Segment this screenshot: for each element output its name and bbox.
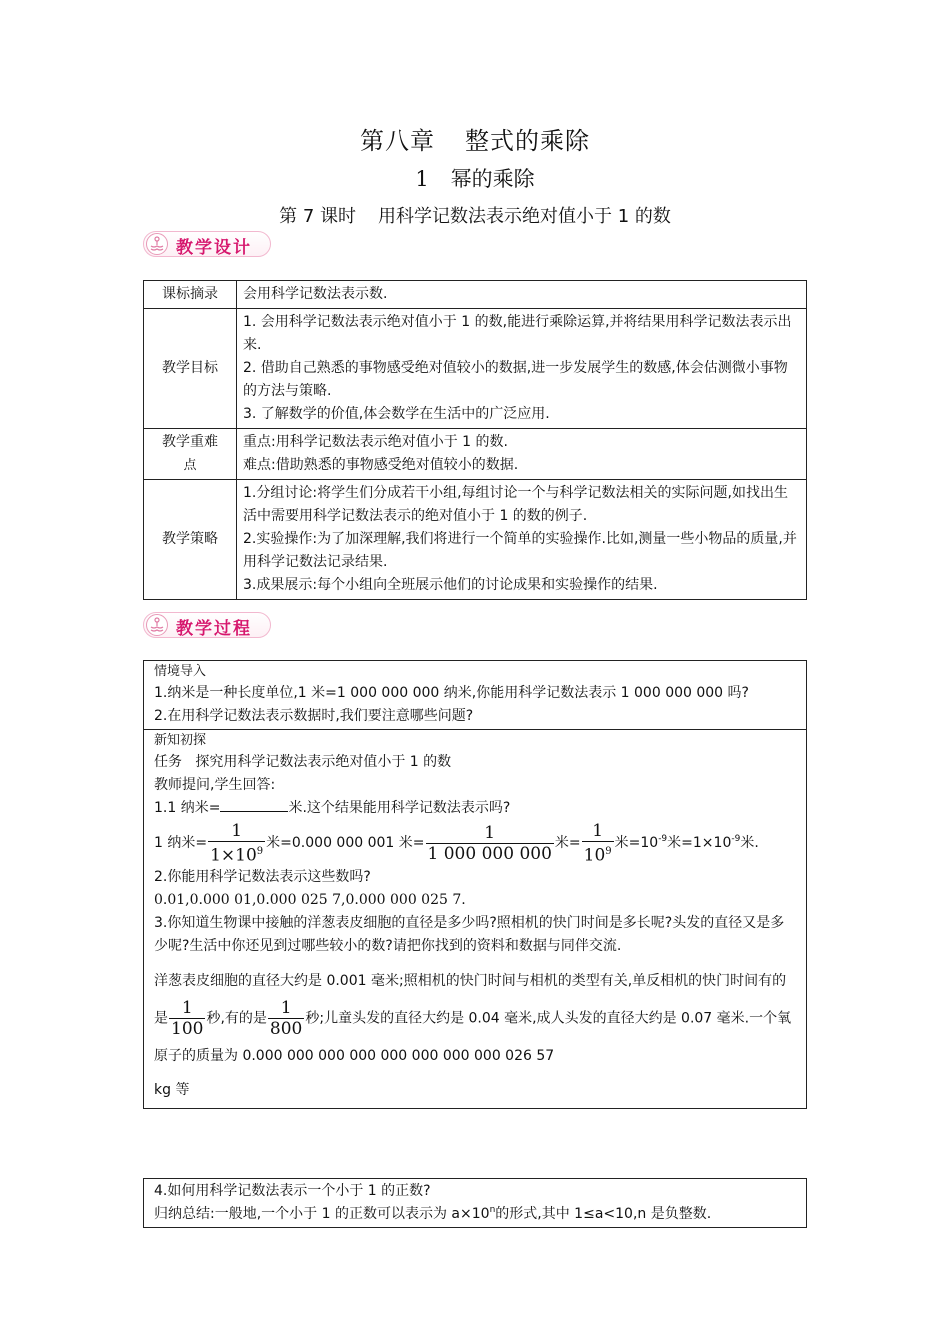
exponent: 9: [605, 845, 612, 857]
conclusion-text: 的形式,其中 1≤a<10,n 是负整数.: [495, 1206, 712, 1222]
teaching-design-table: [143, 280, 807, 600]
content-line: 3. 了解数学的价值,体会数学在生活中的广泛应用.: [243, 406, 550, 422]
exponent: -9: [658, 834, 668, 844]
equation-text: 米=10: [614, 835, 659, 851]
denominator-base: 10: [583, 845, 606, 866]
intro-question-1: 1.纳米是一种长度单位,1 米=1 000 000 000 纳米,你能用科学记数法表示 1 000 000 000 吗?: [154, 685, 749, 701]
teaching-process-box: [143, 660, 807, 1109]
exponent: 9: [256, 845, 264, 857]
badge-label: 教学过程: [176, 619, 252, 639]
fraction: [582, 821, 614, 866]
content-line: 难点:借助熟悉的事物感受绝对值较小的数据.: [243, 457, 519, 473]
answer-text: 秒,有的是: [206, 1010, 267, 1027]
row-content: [237, 309, 807, 429]
explore-section: [144, 730, 806, 1108]
task-label: 任务: [154, 754, 182, 770]
summary-section: [144, 1179, 806, 1227]
denominator: 800: [269, 1019, 303, 1039]
chapter-name: 整式的乘除: [465, 127, 590, 155]
teacher-prompt: 教师提问,学生回答:: [154, 777, 276, 793]
denominator: 1 000 000 000: [427, 843, 552, 864]
equation-text: 1 纳米=: [154, 835, 208, 851]
equation-text: 米.: [740, 835, 759, 851]
decimal-values: 0.01,0.000 01,0.000 025 7,0.000 000 025 7.: [154, 892, 466, 908]
equation-text: 米=: [554, 835, 581, 851]
lesson-name: 用科学记数法表示绝对值小于 1 的数: [378, 206, 671, 227]
fraction: [268, 998, 304, 1039]
denominator: [208, 841, 265, 866]
content-line: 3.成果展示:每个小组向全班展示他们的讨论成果和实验操作的结果.: [243, 577, 658, 593]
task-line: [154, 751, 796, 774]
row-label: 教学目标: [144, 309, 237, 429]
summary-conclusion: [154, 1203, 796, 1226]
explore-question-3: 3.你知道生物课中接触的洋葱表皮细胞的直径是多少吗?照相机的快门时间是多长呢?头发的直径又是多少呢?生活中你还见到过哪些较小的数?请把你找到的资料和数据与同伴交流.: [154, 915, 785, 954]
answer-text: kg 等: [154, 1082, 190, 1098]
exponent: n: [489, 1205, 496, 1215]
summary-box: [143, 1178, 807, 1228]
row-label-line2: 点: [183, 458, 197, 473]
intro-question-2: 2.在用科学记数法表示数据时,我们要注意哪些问题?: [154, 708, 474, 724]
exponent: -9: [731, 834, 741, 844]
answer-text: 洋葱表皮细胞的直径大约是 0.001 毫米;照相机的快门时间与相机的类型有关,单反相机的快门时间有的是: [154, 973, 787, 1027]
numerator: 1: [231, 820, 243, 841]
lesson-title: [0, 202, 950, 228]
answer-paragraph: [154, 964, 796, 1107]
anchor-wave-icon: [146, 614, 168, 636]
answer-blank: [220, 797, 288, 812]
table-row: [144, 281, 807, 309]
conclusion-text: 归纳总结:一般地,一个小于 1 的正数可以表示为 a×10: [154, 1206, 490, 1222]
answer-text: 秒;儿童头发的直径大约是 0.04 毫米,成人头发的直径大约是 0.07 毫米.一个氧原子的质量为 0.000 000 000 000 000 000 000 000 026 57: [154, 1010, 792, 1064]
row-label: 教学策略: [144, 480, 237, 600]
fraction: [208, 821, 265, 866]
equation-text: 米=1×10: [667, 835, 732, 851]
row-label: 课标摘录: [144, 281, 237, 309]
numerator: 1: [484, 822, 496, 843]
content-line: 会用科学记数法表示数.: [243, 286, 388, 302]
content-line: 1.分组讨论:将学生们分成若干小组,每组讨论一个与科学记数法相关的实际问题,如找出生活中需要用科学记数法表示的绝对值小于 1 的数的例子.: [243, 485, 788, 524]
numerator: 1: [280, 998, 292, 1018]
table-row: [144, 429, 807, 480]
section-title: [0, 163, 950, 193]
section-name: 幂的乘除: [450, 167, 535, 191]
content-line: 重点:用科学记数法表示绝对值小于 1 的数.: [243, 434, 508, 450]
task-text: 探究用科学记数法表示绝对值小于 1 的数: [195, 754, 452, 770]
denominator: 100: [171, 1019, 204, 1039]
row-content: [237, 281, 807, 309]
question-text: 米.这个结果能用科学记数法表示吗?: [288, 800, 511, 816]
explore-question-2: 2.你能用科学记数法表示这些数吗?: [154, 869, 371, 885]
badge-label: 教学设计: [176, 238, 252, 258]
row-content: [237, 429, 807, 480]
anchor-wave-icon: [146, 233, 168, 255]
teaching-design-badge: [143, 231, 271, 257]
numerator: 1: [592, 820, 604, 841]
fraction: [426, 823, 554, 864]
content-line: 2.实验操作:为了加深理解,我们将进行一个简单的实验操作.比如,测量一些小物品的质量,并用科学记数法记录结果.: [243, 531, 797, 570]
summary-question: 4.如何用科学记数法表示一个小于 1 的正数?: [154, 1183, 431, 1199]
lesson-number: 第 7 课时: [279, 206, 356, 227]
row-label-line1: 教学重难: [162, 434, 218, 450]
question-text: 1.1 纳米=: [154, 800, 221, 816]
equation-text: 米=0.000 000 001 米=: [266, 835, 425, 851]
denominator-base: 1×10: [210, 845, 257, 866]
row-content: [237, 480, 807, 600]
content-line: 1. 会用科学记数法表示绝对值小于 1 的数,能进行乘除运算,并将结果用科学记数法表示出来.: [243, 314, 792, 353]
section-number: 1: [415, 167, 429, 191]
section-heading: 新知初探: [154, 733, 207, 748]
denominator: [582, 841, 614, 866]
section-heading: 情境导入: [154, 664, 207, 679]
table-row: [144, 480, 807, 600]
teaching-process-badge: [143, 612, 271, 638]
nanometer-equation: [154, 820, 796, 866]
numerator: 1: [181, 998, 193, 1018]
table-row: [144, 309, 807, 429]
fraction: [169, 998, 205, 1039]
row-label: [144, 429, 237, 480]
explore-question-1: [154, 797, 796, 820]
chapter-title: [0, 121, 950, 156]
intro-section: [144, 661, 806, 730]
chapter-number: 第八章: [360, 127, 435, 155]
content-line: 2. 借助自己熟悉的事物感受绝对值较小的数据,进一步发展学生的数感,体会估测微小事物的方法与策略.: [243, 360, 788, 399]
